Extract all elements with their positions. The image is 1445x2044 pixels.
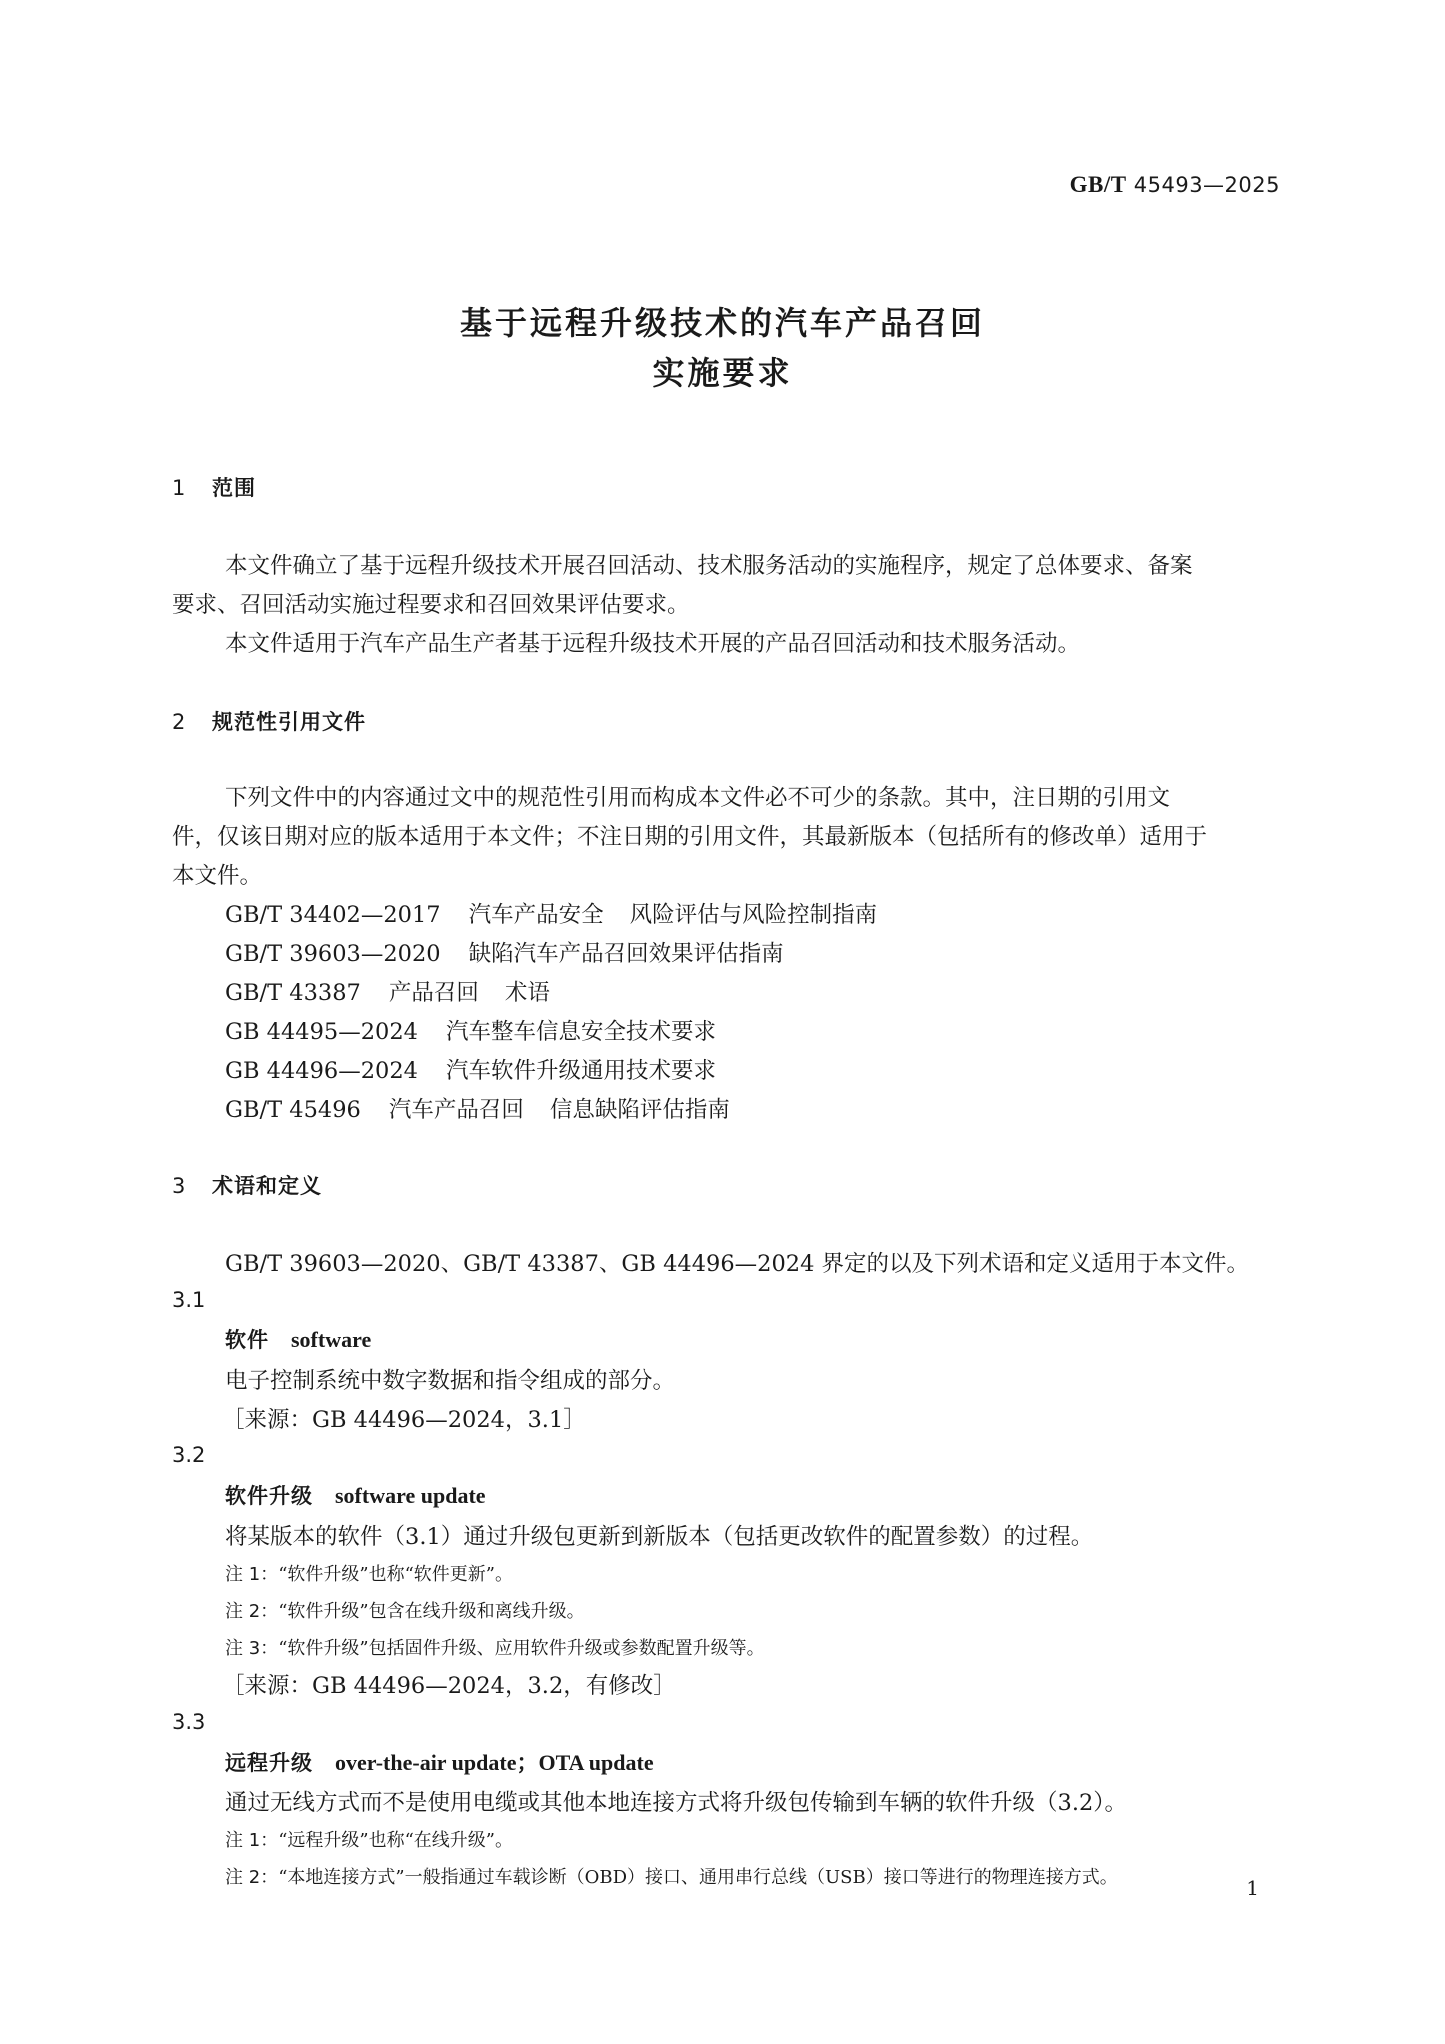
reference-code: GB/T 43387 (225, 980, 361, 1006)
term-note (225, 1863, 1118, 1889)
reference-title: 汽车整车信息安全技术要求 (446, 1019, 717, 1045)
term-source: ［来源：GB 44496—2024，3.2，有修改］ (222, 1673, 676, 1699)
term-chinese: 软件 (225, 1328, 269, 1352)
term-chinese: 软件升级 (225, 1484, 313, 1508)
note-text: “软件升级”包含在线升级和离线升级。 (278, 1601, 585, 1622)
section-2-heading (172, 706, 366, 736)
term-definition: 电子控制系统中数字数据和指令组成的部分。 (225, 1368, 676, 1394)
term-definition: 将某版本的软件（3.1）通过升级包更新到新版本（包括更改软件的配置参数）的过程。 (225, 1524, 1094, 1550)
reference-code: GB/T 39603—2020 (225, 941, 441, 967)
note-label: 注 2： (225, 1601, 279, 1622)
term-heading (225, 1324, 371, 1354)
section-3-heading (172, 1170, 322, 1200)
reference-item (225, 975, 550, 1007)
reference-item (225, 897, 877, 929)
standard-prefix: GB/T (1069, 172, 1127, 197)
document-title-line1: 基于远程升级技术的汽车产品召回 (459, 304, 985, 342)
note-text: “本地连接方式”一般指通过车载诊断（OBD）接口、通用串行总线（USB）接口等进行的物理连接方式。 (278, 1867, 1118, 1888)
term-note (225, 1560, 513, 1586)
page-number: 1 (1246, 1876, 1259, 1900)
reference-item (225, 1092, 730, 1124)
term-english: software (291, 1327, 372, 1352)
term-number: 3.2 (172, 1443, 206, 1467)
term-number: 3.3 (172, 1710, 206, 1734)
section-3-intro: GB/T 39603—2020、GB/T 43387、GB 44496—2024 界定的以及下列术语和定义适用于本文件。 (225, 1251, 1250, 1277)
note-label: 注 3： (225, 1638, 279, 1659)
section-2-para-line-3: 本文件。 (172, 863, 263, 889)
note-text: “软件升级”也称“软件更新”。 (278, 1564, 513, 1585)
document-title-line2: 实施要求 (652, 354, 793, 392)
section-1-para-1-line-2: 要求、召回活动实施过程要求和召回效果评估要求。 (172, 592, 690, 618)
reference-item (225, 1014, 716, 1046)
term-heading (225, 1480, 486, 1510)
section-3-title: 术语和定义 (212, 1174, 322, 1198)
reference-subtitle: 风险评估与风险控制指南 (629, 902, 878, 928)
reference-subtitle: 术语 (504, 980, 550, 1006)
reference-code: GB/T 34402—2017 (225, 902, 441, 928)
note-text: “远程升级”也称“在线升级”。 (278, 1830, 513, 1851)
section-2-number: 2 (172, 710, 187, 734)
term-english: software update (335, 1483, 486, 1508)
note-text: “软件升级”包括固件升级、应用软件升级或参数配置升级等。 (278, 1638, 765, 1659)
reference-item (225, 1053, 716, 1085)
section-1-para-2: 本文件适用于汽车产品生产者基于远程升级技术开展的产品召回活动和技术服务活动。 (225, 631, 1081, 657)
note-label: 注 1： (225, 1830, 279, 1851)
reference-code: GB 44495—2024 (225, 1019, 418, 1045)
standard-number: 45493—2025 (1133, 173, 1280, 197)
standard-code (1070, 172, 1280, 198)
term-note (225, 1634, 765, 1660)
term-definition: 通过无线方式而不是使用电缆或其他本地连接方式将升级包传输到车辆的软件升级（3.2）。 (225, 1790, 1128, 1816)
section-1-para-1-line-1: 本文件确立了基于远程升级技术开展召回活动、技术服务活动的实施程序，规定了总体要求、备案 (225, 553, 1193, 579)
section-2-para-line-2: 件，仅该日期对应的版本适用于本文件；不注日期的引用文件，其最新版本（包括所有的修改单）适用于 (172, 824, 1208, 850)
reference-title: 缺陷汽车产品召回效果评估指南 (468, 941, 784, 967)
reference-code: GB/T 45496 (225, 1097, 361, 1123)
term-source: ［来源：GB 44496—2024，3.1］ (222, 1407, 586, 1433)
term-heading (225, 1746, 654, 1777)
term-english: over-the-air update；OTA update (335, 1750, 654, 1775)
term-chinese: 远程升级 (225, 1751, 313, 1775)
reference-title: 产品召回 (388, 980, 479, 1006)
section-1-heading (172, 472, 256, 502)
note-label: 注 1： (225, 1564, 279, 1585)
term-note (225, 1826, 513, 1852)
section-3-number: 3 (172, 1174, 187, 1198)
reference-code: GB 44496—2024 (225, 1058, 418, 1084)
term-note (225, 1597, 585, 1623)
section-1-number: 1 (172, 476, 187, 500)
reference-item (225, 936, 784, 968)
reference-subtitle: 信息缺陷评估指南 (549, 1097, 730, 1123)
section-2-para-line-1: 下列文件中的内容通过文中的规范性引用而构成本文件必不可少的条款。其中，注日期的引用文 (225, 785, 1171, 811)
reference-title: 汽车软件升级通用技术要求 (446, 1058, 717, 1084)
term-number: 3.1 (172, 1288, 206, 1312)
section-2-title: 规范性引用文件 (212, 710, 366, 734)
reference-title: 汽车产品召回 (388, 1097, 524, 1123)
note-label: 注 2： (225, 1867, 279, 1888)
reference-title: 汽车产品安全 (468, 902, 604, 928)
section-1-title: 范围 (212, 476, 256, 500)
